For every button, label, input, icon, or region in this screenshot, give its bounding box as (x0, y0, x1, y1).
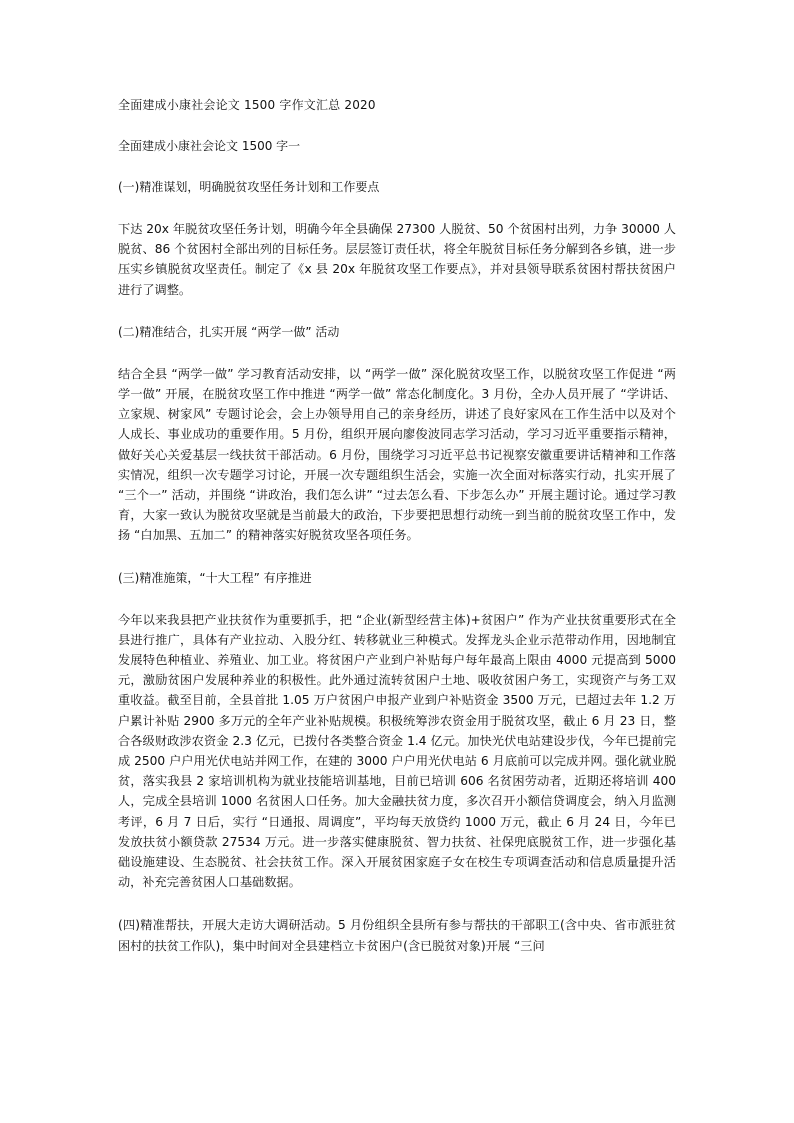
section-body-3: 今年以来我县把产业扶贫作为重要抓手，把 “企业(新型经营主体)+贫困户” 作为产业扶贫重要形式在全县进行推广，具体有产业拉动、入股分红、转移就业三种模式。发挥龙头企业示范带动作用，因地制宜发展特色种植业、养殖业、加工业。将贫困户产业到户补贴每户每年最高上限由 4000 元提高到 5000 元，激励贫困户发展种养业的积极性。此外通过流转贫困户土地、吸收贫困户务工，实现资产与务工双重收益。截至目前，全县首批 1.05 万户贫困户申报产业到户补贴资金 3500 万元，已超过去年 1.2 万户累计补贴 2900 多万元的全年产业补贴规模。积极统筹涉农资金用于脱贫攻坚，截止 6 月 23 日，整合各级财政涉农资金 2.3 亿元，已拨付各类整合资金 1.4 亿元。加快光伏电站建设步伐，今年已提前完成 2500 户户用光伏电站并网工作，在建的 3000 户户用光伏电站 6 月底前可以完成并网。强化就业脱贫，落实我县 2 家培训机构为就业技能培训基地，目前已培训 606 名贫困劳动者，近期还将培训 400 人，完成全县培训 1000 名贫困人口任务。加大金融扶贫力度，多次召开小额信贷调度会，纳入月监测考评，6 月 7 日后，实行 “日通报、周调度”，平均每天放贷约 1000 万元，截止 6 月 24 日，今年已发放扶贫小额贷款 27534 万元。进一步落实健康脱贫、智力扶贫、社保兜底脱贫工作，进一步强化基础设施建设、生态脱贫、社会扶贫工作。深入开展贫困家庭子女在校生专项调查活动和信息质量提升活动，补充完善贫困人口基础数据。 (118, 612, 676, 890)
section-heading-3: (三)精准施策，“十大工程” 有序推进 (118, 570, 312, 585)
section-body-1: 下达 20x 年脱贫攻坚任务计划，明确今年全县确保 27300 人脱贫、50 个贫困村出列，力争 30000 人脱贫、86 个贫困村全部出列的目标任务。层层签订责任状，将全年脱贫目标任务分解到各乡镇，进一步压实乡镇脱贫攻坚责任。制定了《x 县 20x 年脱贫攻坚工作要点》，并对县领导联系贫困村帮扶贫困户进行了调整。 (118, 222, 676, 297)
closing-paragraph: (四)精准帮扶，开展大走访大调研活动。5 月份组织全县所有参与帮扶的干部职工(含中央、省市派驻贫困村的扶贫工作队)，集中时间对全县建档立卡贫困户(含已脱贫对象)开展 “三问 (118, 918, 676, 953)
document-title: 全面建成小康社会论文 1500 字作文汇总 2020 (118, 98, 376, 112)
document-subtitle: 全面建成小康社会论文 1500 字一 (118, 139, 301, 153)
section-body-2: 结合全县 “两学一做” 学习教育活动安排，以 “两学一做” 深化脱贫攻坚工作，以脱贫攻坚工作促进 “两学一做” 开展，在脱贫攻坚工作中推进 “两学一做” 常态化制度化。3 月份，全办人员开展了 “学讲话、立家规、树家风” 专题讨论会，会上办领导用自己的亲身经历，讲述了良好家风在工作生活中以及对个人成长、事业成功的重要作用。5 月份，组织开展向廖俊波同志学习活动，学习习近平重要指示精神，做好关心关爱基层一线扶贫干部活动。6 月份，围绕学习习近平总书记视察安徽重要讲话精神和工作落实情况，组织一次专题学习讨论，开展一次专题组织生活会，实施一次全面对标落实行动，扎实开展了 “三个一” 活动，并围绕 “讲政治，我们怎么讲” “过去怎么看、下步怎么办” 开展主题讨论。通过学习教育，大家一致认为脱贫攻坚就是当前最大的政治，下步要把思想行动统一到当前的脱贫攻坚工作中，发扬 “白加黑、五加二” 的精神落实好脱贫攻坚各项任务。 (118, 366, 676, 543)
section-heading-2: (二)精准结合，扎实开展 “两学一做” 活动 (118, 324, 340, 339)
section-heading-1: (一)精准谋划，明确脱贫攻坚任务计划和工作要点 (118, 180, 380, 194)
document-page (118, 96, 676, 956)
